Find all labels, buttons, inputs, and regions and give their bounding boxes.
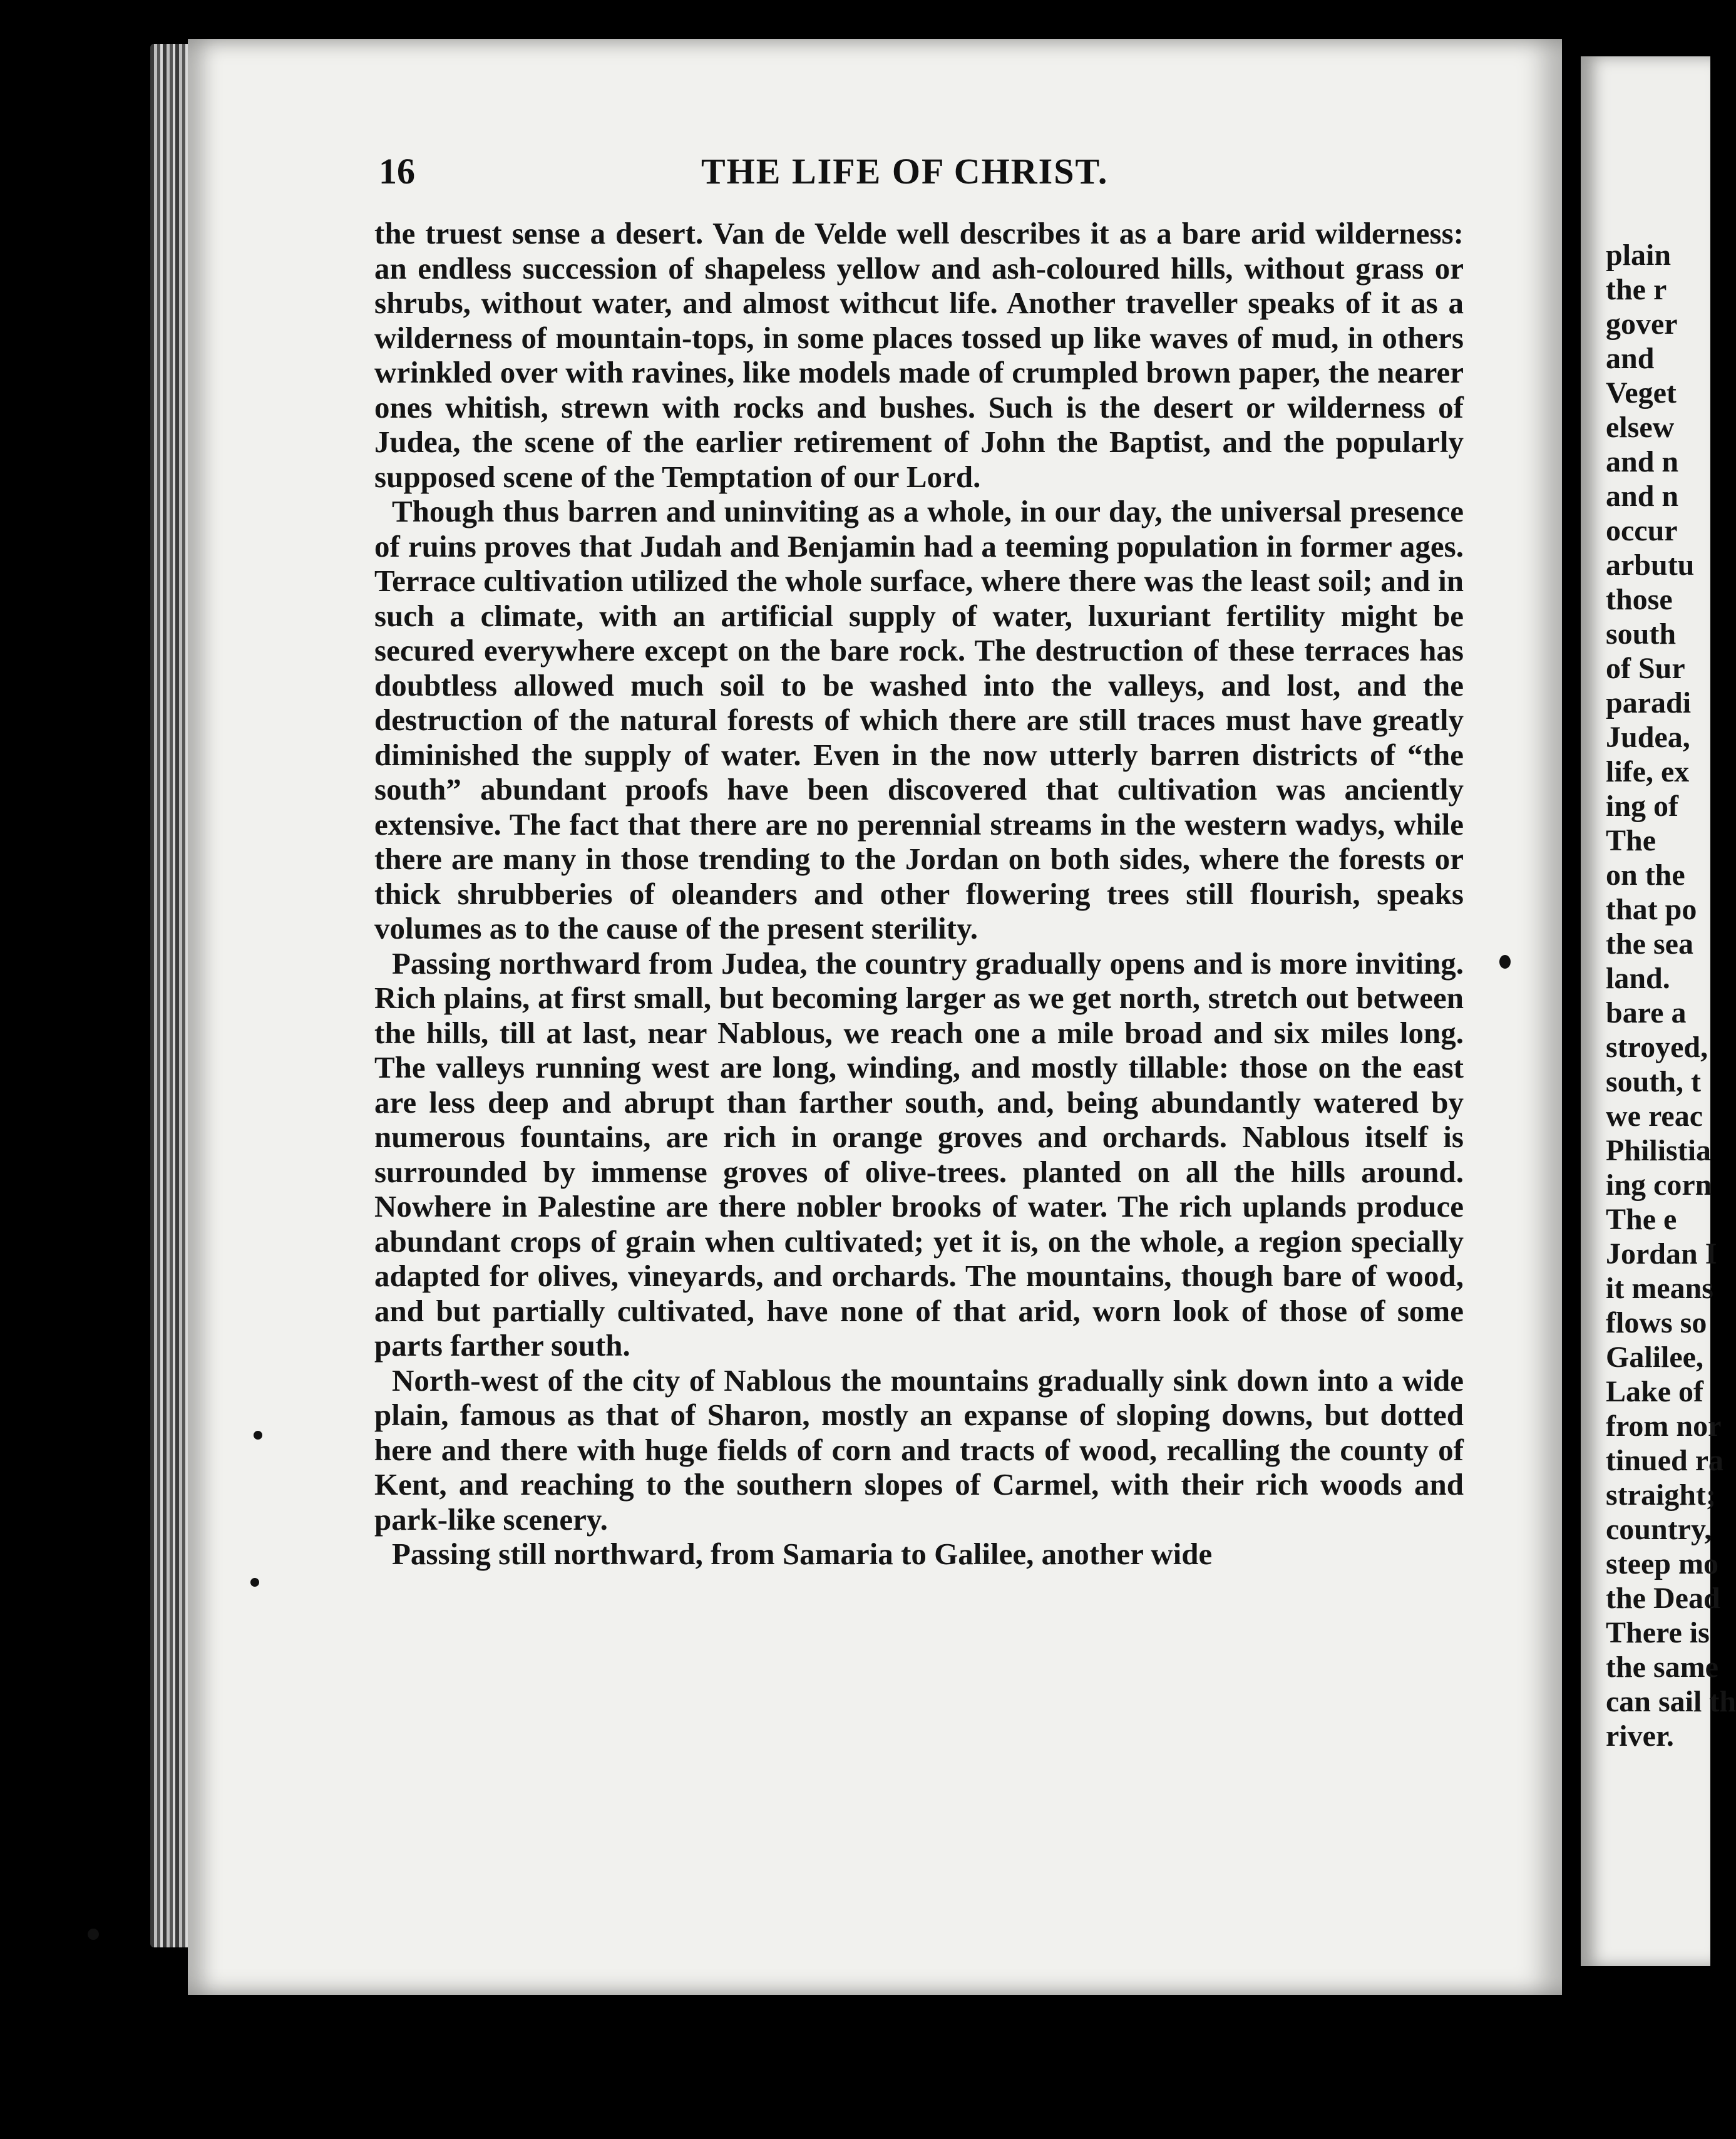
facing-page-line: plain <box>1606 239 1672 272</box>
facing-page-line: on the <box>1606 858 1685 892</box>
facing-page-line: from nor <box>1606 1410 1722 1443</box>
facing-page-text <box>1606 238 1736 1753</box>
facing-page-line: gover <box>1606 307 1678 341</box>
facing-page-line: can sail th <box>1606 1685 1736 1718</box>
facing-page-line: life, ex <box>1606 755 1690 788</box>
bullet-mark <box>254 1431 262 1440</box>
facing-page-line: occur <box>1606 514 1678 547</box>
facing-page-line: elsew <box>1606 411 1675 444</box>
facing-page-line: the Dead <box>1606 1582 1720 1615</box>
facing-page-line: that po <box>1606 893 1697 926</box>
facing-page-line: land. <box>1606 962 1670 995</box>
facing-page-line: the sea <box>1606 927 1693 961</box>
paragraph: the truest sense a desert. Van de Velde well describes it as a bare arid wilderness: an endless succession of shapeless yellow and ash-coloured hills, without grass or shrubs, without water, and almost withcut life. Another traveller speaks of it as a wilderness of mountain-tops, in some places tossed up like waves of mud, in others wrinkled over with ravines, like models made of crumpled brown paper, the nearer ones whitish, strewn with rocks and bushes. Such is the desert or wilderness of Judea, the scene of the earlier retirement of John the Baptist, and the popularly supposed scene of the Temptation of our Lord. <box>374 216 1464 494</box>
facing-page-line: of Sur <box>1606 652 1685 685</box>
facing-page-line: Veget <box>1606 376 1677 410</box>
bullet-mark <box>250 1578 259 1587</box>
facing-page-line: it means <box>1606 1272 1713 1305</box>
facing-page-line: Lake of <box>1606 1375 1703 1408</box>
facing-page-line: ing of <box>1606 790 1679 823</box>
paragraph: North-west of the city of Nablous the mountains gradually sink down into a wide plain, famous as that of Sharon, mostly an expanse of sloping downs, but dotted here and there with huge fields of corn and tracts of wood, recalling the county of Kent, and reaching to the southern slopes of Carmel, with their rich woods and park-like scenery. <box>374 1363 1464 1537</box>
facing-page-line: Judea, <box>1606 721 1690 754</box>
facing-page-line: straight; <box>1606 1478 1716 1512</box>
facing-page-line: The <box>1606 824 1656 857</box>
facing-page-line: and <box>1606 342 1655 375</box>
facing-page-line: paradi <box>1606 686 1692 719</box>
facing-page-line: The e <box>1606 1203 1677 1236</box>
facing-page-line: tinued ra <box>1606 1444 1724 1477</box>
facing-page-line: south <box>1606 617 1677 651</box>
facing-page-line: flows so <box>1606 1306 1707 1339</box>
facing-page-line: arbutu <box>1606 549 1695 582</box>
page-number: 16 <box>379 151 415 192</box>
facing-page-line: and n <box>1606 480 1679 513</box>
facing-page-line: Philistia <box>1606 1134 1712 1167</box>
running-head: THE LIFE OF CHRIST. <box>701 151 1109 192</box>
facing-page-line: Jordan I <box>1606 1237 1717 1271</box>
facing-page <box>1581 56 1736 1966</box>
paragraph: Though thus barren and uninviting as a whole, in our day, the universal presence of ruins proves that Judah and Benjamin had a teeming population in former ages. Terrace cultivation utilized the whole surface, where there was the least soil; and in such a climate, with an artificial supply of water, luxuriant fertility might be secured everywhere except on the bare rock. The destruction of these terraces has doubtless allowed much soil to be washed into the valleys, and lost, and the destruction of the natural forests of which there are still traces must have greatly diminished the supply of water. Even in the now utterly barren districts of “the south” abundant proofs have been discovered that cultivation was anciently extensive. The fact that there are no perennial streams in the western wadys, while there are many in those trending to the Jordan on both sides, where the forests or thick shrubberies of oleanders and other flowering trees still flourish, speaks volumes as to the cause of the present sterility. <box>374 494 1464 946</box>
facing-page-line: steep mo <box>1606 1547 1718 1580</box>
facing-page-line: river. <box>1606 1719 1674 1753</box>
facing-page-line: and n <box>1606 445 1679 478</box>
facing-page-line: bare a <box>1606 996 1687 1029</box>
paragraph: Passing northward from Judea, the country gradually opens and is more inviting. Rich plains, at first small, but becoming larger as we get north, stretch out between the hills, till at last, near Nablous, we reach one a mile broad and six miles long. The valleys running west are long, winding, and mostly tillable: those on the east are less deep and abrupt than farther south, and, being abundantly watered by numerous fountains, are rich in orange groves and orchards. Nablous itself is surrounded by immense groves of olive-trees. planted on all the hills around. Nowhere in Palestine are there nobler brooks of water. The rich uplands produce abundant crops of grain when cultivated; yet it is, on the whole, a region specially adapted for olives, vineyards, and orchards. The mountains, though bare of wood, and but partially cultivated, have none of that arid, worn look of those of some parts farther south. <box>374 946 1464 1363</box>
bullet-mark <box>1499 955 1511 969</box>
book-gutter <box>1562 25 1581 2029</box>
facing-page-line: There is <box>1606 1616 1710 1649</box>
facing-page-line: we reac <box>1606 1100 1703 1133</box>
facing-page-line: stroyed, <box>1606 1031 1708 1064</box>
facing-page-line: Galilee, <box>1606 1341 1703 1374</box>
page-header <box>188 150 1562 207</box>
facing-page-line: the same <box>1606 1651 1718 1684</box>
facing-page-line: ing corn <box>1606 1168 1712 1202</box>
facing-page-line: south, t <box>1606 1065 1702 1098</box>
paragraph: Passing still northward, from Samaria to Galilee, another wide <box>392 1537 1213 1571</box>
body-text <box>374 216 1464 1572</box>
bullet-mark <box>88 1929 99 1940</box>
facing-page-line: country, <box>1606 1513 1712 1546</box>
facing-page-line: the r <box>1606 273 1667 306</box>
facing-page-line: those <box>1606 583 1673 616</box>
